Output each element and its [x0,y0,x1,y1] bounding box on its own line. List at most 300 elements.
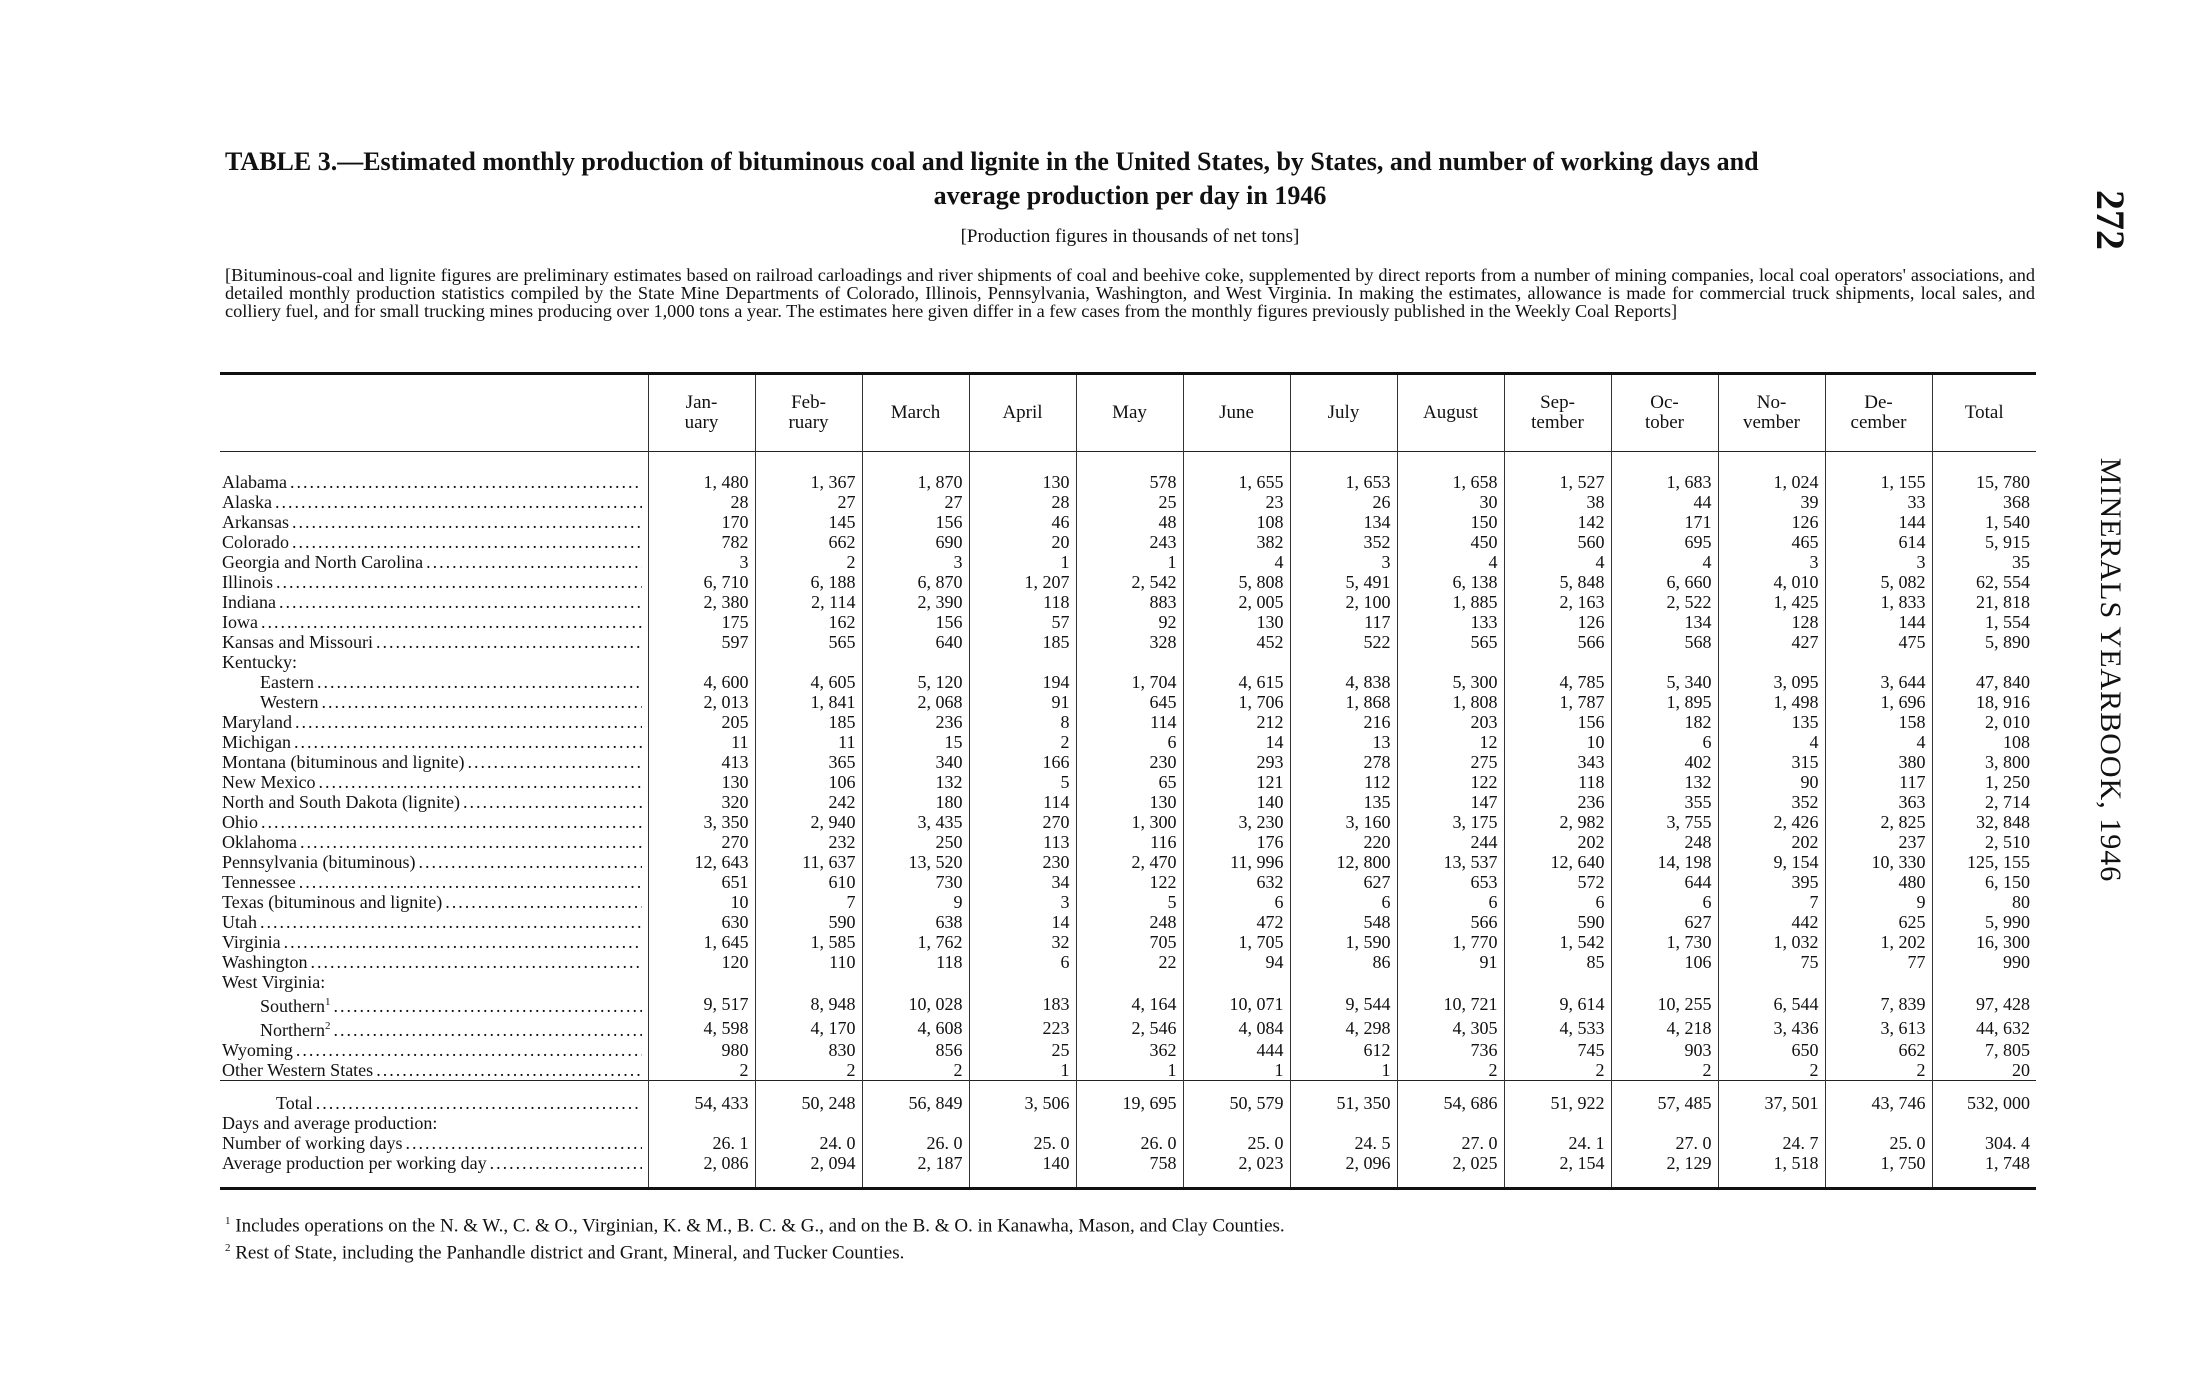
table-cell: 4, 785 [1504,672,1611,692]
table-cell: 13, 520 [862,852,969,872]
table-cell [1718,972,1825,992]
table-cell: 6, 710 [648,572,755,592]
table-cell: 472 [1183,912,1290,932]
table-cell: 1, 655 [1183,452,1290,493]
table-cell: 194 [969,672,1076,692]
table-cell [1290,972,1397,992]
table-row [220,972,2036,992]
footnote-text: Includes operations on the N. & W., C. & O., Virginian, K. & M., B. C. & G., and on the B. & O. in Kanawha, Mason, and Clay Counties. [230,1215,1285,1237]
table-cell: 6 [1504,892,1611,912]
table-subtitle: [Production figures in thousands of net tons] [960,226,1300,247]
table-cell: 368 [1932,492,2036,512]
table-cell: 185 [969,632,1076,652]
table-row [220,572,2036,592]
table-cell: 30 [1397,492,1504,512]
footnote-ref: 2 [324,1020,331,1032]
column-header: April [969,374,1076,452]
table-cell: 133 [1397,612,1504,632]
footnote-text: Rest of State, including the Panhandle district and Grant, Mineral, and Tucker Counties. [230,1242,905,1264]
table-cell: 126 [1718,512,1825,532]
table-row [220,632,2036,652]
table-cell: 2 [755,1060,862,1081]
table-cell: 156 [862,512,969,532]
table-cell: 365 [755,752,862,772]
table-cell [1076,652,1183,672]
table-cell: 2 [1718,1060,1825,1081]
table-cell: 130 [1076,792,1183,812]
table-cell: 27 [755,492,862,512]
table-cell [1718,652,1825,672]
table-cell: 560 [1504,532,1611,552]
table-cell: 1, 527 [1504,452,1611,493]
table-cell: 65 [1076,772,1183,792]
table-cell: 132 [862,772,969,792]
table-cell: 1, 590 [1290,932,1397,952]
table-cell: 57, 485 [1611,1081,1718,1114]
table-cell: 236 [862,712,969,732]
table-cell: 122 [1397,772,1504,792]
table-title [225,145,2035,213]
table-cell: 3, 175 [1397,812,1504,832]
table-cell [1611,652,1718,672]
row-label: Number of working days ..... [220,1133,648,1153]
table-row [220,512,2036,532]
table-cell: 2 [648,1060,755,1081]
table-cell: 27 [862,492,969,512]
table-cell: 176 [1183,832,1290,852]
table-cell: 1, 155 [1825,452,1932,493]
table-cell: 50, 579 [1183,1081,1290,1114]
table-cell: 25 [1076,492,1183,512]
table-cell: 1, 480 [648,452,755,493]
table-cell: 147 [1397,792,1504,812]
table-cell [1183,972,1290,992]
table-cell: 51, 350 [1290,1081,1397,1114]
table-cell: 12, 640 [1504,852,1611,872]
table-cell: 25. 0 [969,1133,1076,1153]
table-cell: 2, 542 [1076,572,1183,592]
row-label: Colorado ..... [220,532,648,552]
table-cell: 232 [755,832,862,852]
footnote-mark: 1 [225,1215,231,1227]
table-cell: 2, 825 [1825,812,1932,832]
table-cell: 380 [1825,752,1932,772]
table-cell: 25 [969,1040,1076,1060]
table-cell: 597 [648,632,755,652]
table-cell: 1, 540 [1932,512,2036,532]
table-cell: 32, 848 [1932,812,2036,832]
table-cell: 270 [969,812,1076,832]
row-label: West Virginia: [220,972,648,992]
table-cell: 2, 025 [1397,1153,1504,1189]
table-cell: 97, 428 [1932,992,2036,1016]
table-cell: 1, 207 [969,572,1076,592]
table-cell: 24. 1 [1504,1133,1611,1153]
table-cell: 2, 013 [648,692,755,712]
table-cell: 7 [1718,892,1825,912]
table-cell: 44 [1611,492,1718,512]
table-cell: 9 [862,892,969,912]
table-cell: 1, 645 [648,932,755,952]
row-label: Montana (bituminous and lignite) ..... [220,752,648,772]
table-cell: 4 [1504,552,1611,572]
table-cell: 612 [1290,1040,1397,1060]
table-cell: 122 [1076,872,1183,892]
table-cell: 1 [1290,1060,1397,1081]
table-cell: 1, 870 [862,452,969,493]
row-label: Utah ..... [220,912,648,932]
table-cell: 572 [1504,872,1611,892]
table-cell: 1, 730 [1611,932,1718,952]
table-row [220,612,2036,632]
table-cell: 2, 426 [1718,812,1825,832]
table-cell: 444 [1183,1040,1290,1060]
running-head: MINERALS YEARBOOK, 1946 [2094,457,2127,883]
table-cell [1290,652,1397,672]
table-cell: 4, 305 [1397,1016,1504,1040]
table-cell: 3, 755 [1611,812,1718,832]
table-cell: 11, 996 [1183,852,1290,872]
table-cell: 13 [1290,732,1397,752]
table-cell: 110 [755,952,862,972]
table-cell: 610 [755,872,862,892]
table-cell: 5, 300 [1397,672,1504,692]
table-cell: 171 [1611,512,1718,532]
table-cell: 10, 721 [1397,992,1504,1016]
table-cell: 1, 032 [1718,932,1825,952]
table-cell: 1, 024 [1718,452,1825,493]
table-row [220,872,2036,892]
table-cell: 362 [1076,1040,1183,1060]
table-cell: 51, 922 [1504,1081,1611,1114]
table-cell: 565 [755,632,862,652]
table-cell: 144 [1825,612,1932,632]
table-cell: 90 [1718,772,1825,792]
table-cell: 114 [969,792,1076,812]
row-label: Alabama ..... [220,452,648,493]
table-cell: 5, 915 [1932,532,2036,552]
table-cell: 230 [969,852,1076,872]
column-header: Sep- tember [1504,374,1611,452]
days-row [220,1153,2036,1189]
table-cell: 27. 0 [1611,1133,1718,1153]
days-heading-row [220,1113,2036,1133]
table-cell: 4, 218 [1611,1016,1718,1040]
table-cell: 2, 010 [1932,712,2036,732]
table-row [220,552,2036,572]
row-label: New Mexico ..... [220,772,648,792]
table-cell: 39 [1718,492,1825,512]
table-cell: 4 [1183,552,1290,572]
table-cell: 450 [1397,532,1504,552]
table-cell: 625 [1825,912,1932,932]
table-cell: 94 [1183,952,1290,972]
table-cell: 135 [1718,712,1825,732]
table-cell: 47, 840 [1932,672,2036,692]
table-cell: 1 [969,1060,1076,1081]
table-cell: 465 [1718,532,1825,552]
table-cell: 4, 605 [755,672,862,692]
table-cell: 37, 501 [1718,1081,1825,1114]
table-cell [1932,652,2036,672]
table-cell: 126 [1504,612,1611,632]
row-label: Pennsylvania (bituminous) ..... [220,852,648,872]
table-cell: 236 [1504,792,1611,812]
table-cell: 270 [648,832,755,852]
table-cell: 14 [1183,732,1290,752]
table-cell: 990 [1932,952,2036,972]
table-cell: 19, 695 [1076,1081,1183,1114]
table-cell: 590 [755,912,862,932]
table-cell: 2, 390 [862,592,969,612]
table-cell [1825,972,1932,992]
table-cell: 645 [1076,692,1183,712]
table-cell: 175 [648,612,755,632]
table-cell: 632 [1183,872,1290,892]
table-cell: 1, 425 [1718,592,1825,612]
table-cell: 2 [1397,1060,1504,1081]
table-row [220,752,2036,772]
table-cell: 46 [969,512,1076,532]
table-cell: 6 [969,952,1076,972]
table-cell: 3 [648,552,755,572]
table-cell: 33 [1825,492,1932,512]
footnote-ref: 1 [325,996,331,1008]
table-cell: 4 [1718,732,1825,752]
table-cell: 10, 071 [1183,992,1290,1016]
table-cell: 248 [1076,912,1183,932]
table-cell: 91 [1397,952,1504,972]
table-cell: 1, 542 [1504,932,1611,952]
table-cell: 14 [969,912,1076,932]
row-label: Indiana ..... [220,592,648,612]
table-cell: 24. 7 [1718,1133,1825,1153]
table-cell: 202 [1718,832,1825,852]
table-cell: 106 [1611,952,1718,972]
table-cell: 6, 870 [862,572,969,592]
table-cell [1183,652,1290,672]
table-cell [755,652,862,672]
table-cell: 1, 696 [1825,692,1932,712]
table-cell: 578 [1076,452,1183,493]
table-cell: 1, 367 [755,452,862,493]
table-cell: 5, 491 [1290,572,1397,592]
page-number: 272 [2088,190,2133,250]
row-label: Western ..... [220,692,648,712]
table-cell: 12, 800 [1290,852,1397,872]
table-cell: 128 [1718,612,1825,632]
table-cell: 320 [648,792,755,812]
table-cell: 5, 808 [1183,572,1290,592]
row-label: Eastern ..... [220,672,648,692]
table-cell: 4 [1397,552,1504,572]
table-cell: 3, 350 [648,812,755,832]
table-cell [648,652,755,672]
table-cell: 12, 643 [648,852,755,872]
table-cell: 130 [648,772,755,792]
table-cell: 695 [1611,532,1718,552]
table-cell: 293 [1183,752,1290,772]
table-cell: 85 [1504,952,1611,972]
table-row [220,772,2036,792]
table-cell: 2 [755,552,862,572]
table-cell: 980 [648,1040,755,1060]
table-cell: 6, 544 [1718,992,1825,1016]
table-cell: 13, 537 [1397,852,1504,872]
table-cell: 5 [969,772,1076,792]
table-cell: 4, 600 [648,672,755,692]
table-cell: 8, 948 [755,992,862,1016]
table-cell: 1, 683 [1611,452,1718,493]
table-cell: 1, 202 [1825,932,1932,952]
table-cell: 4, 598 [648,1016,755,1040]
table-cell: 35 [1932,552,2036,572]
table-cell: 120 [648,952,755,972]
table-cell: 856 [862,1040,969,1060]
column-header: June [1183,374,1290,452]
table-cell: 125, 155 [1932,852,2036,872]
table-cell: 3, 800 [1932,752,2036,772]
table-cell: 2, 005 [1183,592,1290,612]
table-cell: 15, 780 [1932,452,2036,493]
table-cell: 144 [1825,512,1932,532]
table-cell: 1, 833 [1825,592,1932,612]
row-label: Tennessee ..... [220,872,648,892]
table-cell: 315 [1718,752,1825,772]
row-label: Kentucky: [220,652,648,672]
table-cell: 6, 138 [1397,572,1504,592]
table-cell: 1, 704 [1076,672,1183,692]
table-cell: 590 [1504,912,1611,932]
row-label: North and South Dakota (lignite) ..... [220,792,648,812]
table-cell [1611,972,1718,992]
column-header: May [1076,374,1183,452]
table-cell: 140 [969,1153,1076,1189]
table-row [220,692,2036,712]
headnote-text: [Bituminous-coal and lignite figures are preliminary estimates based on railroad carloadings and river shipments of coal and beehive coke, supplemented by direct reports from a number of mining companies, local coal operators' associations, and detailed monthly production statistics compiled by the State Mine Departments of Colorado, Illinois, Pennsylvania, Washington, and West Virginia. In making the estimates, allowance is made for commercial truck shipments, local sales, and colliery fuel, and for small trucking mines producing over 1,000 tons a year. The estimates here given differ in a few cases from the monthly figures previously published in the Weekly Coal Reports] [225,265,2035,321]
table-cell: 650 [1718,1040,1825,1060]
table-row [220,1040,2036,1060]
row-label: Maryland ..... [220,712,648,732]
table-cell: 14, 198 [1611,852,1718,872]
table-cell: 1, 868 [1290,692,1397,712]
table-cell: 50, 248 [755,1081,862,1114]
table-row [220,1016,2036,1040]
table-cell: 142 [1504,512,1611,532]
table-cell: 3, 435 [862,812,969,832]
table-cell: 75 [1718,952,1825,972]
table-cell: 28 [969,492,1076,512]
table-cell: 20 [969,532,1076,552]
table-cell: 4, 615 [1183,672,1290,692]
table-cell [1397,652,1504,672]
table-cell: 2, 546 [1076,1016,1183,1040]
table-cell: 352 [1290,532,1397,552]
table-row [220,832,2036,852]
table-cell: 1 [1076,552,1183,572]
table-cell: 62, 554 [1932,572,2036,592]
table-cell: 117 [1825,772,1932,792]
table-title-line-2: average production per day in 1946 [933,181,1327,210]
table-cell: 3, 095 [1718,672,1825,692]
table-cell: 24. 0 [755,1133,862,1153]
table-cell [1932,972,2036,992]
table-cell: 2, 094 [755,1153,862,1189]
row-label: Southern$^1$ ..... [220,992,648,1016]
table-cell: 106 [755,772,862,792]
table-cell: 278 [1290,752,1397,772]
table-row [220,652,2036,672]
table-cell: 108 [1183,512,1290,532]
table-cell: 304. 4 [1932,1133,2036,1153]
table-cell: 130 [969,452,1076,493]
column-header: Feb- ruary [755,374,862,452]
table-cell: 3 [1825,552,1932,572]
table-cell: 442 [1718,912,1825,932]
table-cell: 2, 522 [1611,592,1718,612]
table-cell: 1, 808 [1397,692,1504,712]
table-cell: 1, 498 [1718,692,1825,712]
table-cell: 134 [1290,512,1397,532]
table-cell: 21, 818 [1932,592,2036,612]
table-cell: 2, 129 [1611,1153,1718,1189]
table-cell: 1, 750 [1825,1153,1932,1189]
table-cell: 80 [1932,892,2036,912]
row-label: Other Western States ..... [220,1060,648,1081]
table-cell: 3 [969,892,1076,912]
table-cell: 212 [1183,712,1290,732]
table-cell: 130 [1183,612,1290,632]
table-cell: 662 [755,532,862,552]
total-section [220,1081,2036,1134]
table-cell: 25. 0 [1183,1133,1290,1153]
table-cell: 566 [1397,912,1504,932]
table-cell: 532, 000 [1932,1081,2036,1114]
table-cell: 117 [1290,612,1397,632]
table-row [220,532,2036,552]
table-row [220,812,2036,832]
table-cell: 48 [1076,512,1183,532]
row-label: Georgia and North Carolina ..... [220,552,648,572]
table-cell: 1, 653 [1290,452,1397,493]
table-cell [1397,972,1504,992]
table-cell: 548 [1290,912,1397,932]
table-header [220,374,2036,452]
table-cell: 223 [969,1016,1076,1040]
table-cell: 10 [648,892,755,912]
table-cell: 1, 706 [1183,692,1290,712]
days-row [220,1133,2036,1153]
row-label: Arkansas ..... [220,512,648,532]
table-cell: 114 [1076,712,1183,732]
table-cell: 1, 518 [1718,1153,1825,1189]
table-cell: 1, 585 [755,932,862,952]
table-cell: 54, 433 [648,1081,755,1114]
table-cell: 413 [648,752,755,772]
table-cell: 475 [1825,632,1932,652]
table-cell: 5, 340 [1611,672,1718,692]
table-cell: 352 [1718,792,1825,812]
table-cell: 5, 120 [862,672,969,692]
table-cell: 6 [1611,892,1718,912]
table-cell: 113 [969,832,1076,852]
table-cell: 1, 770 [1397,932,1504,952]
table-cell: 9, 517 [648,992,755,1016]
table-cell: 5, 890 [1932,632,2036,652]
table-cell: 736 [1397,1040,1504,1060]
table-cell: 480 [1825,872,1932,892]
table-cell: 18, 916 [1932,692,2036,712]
